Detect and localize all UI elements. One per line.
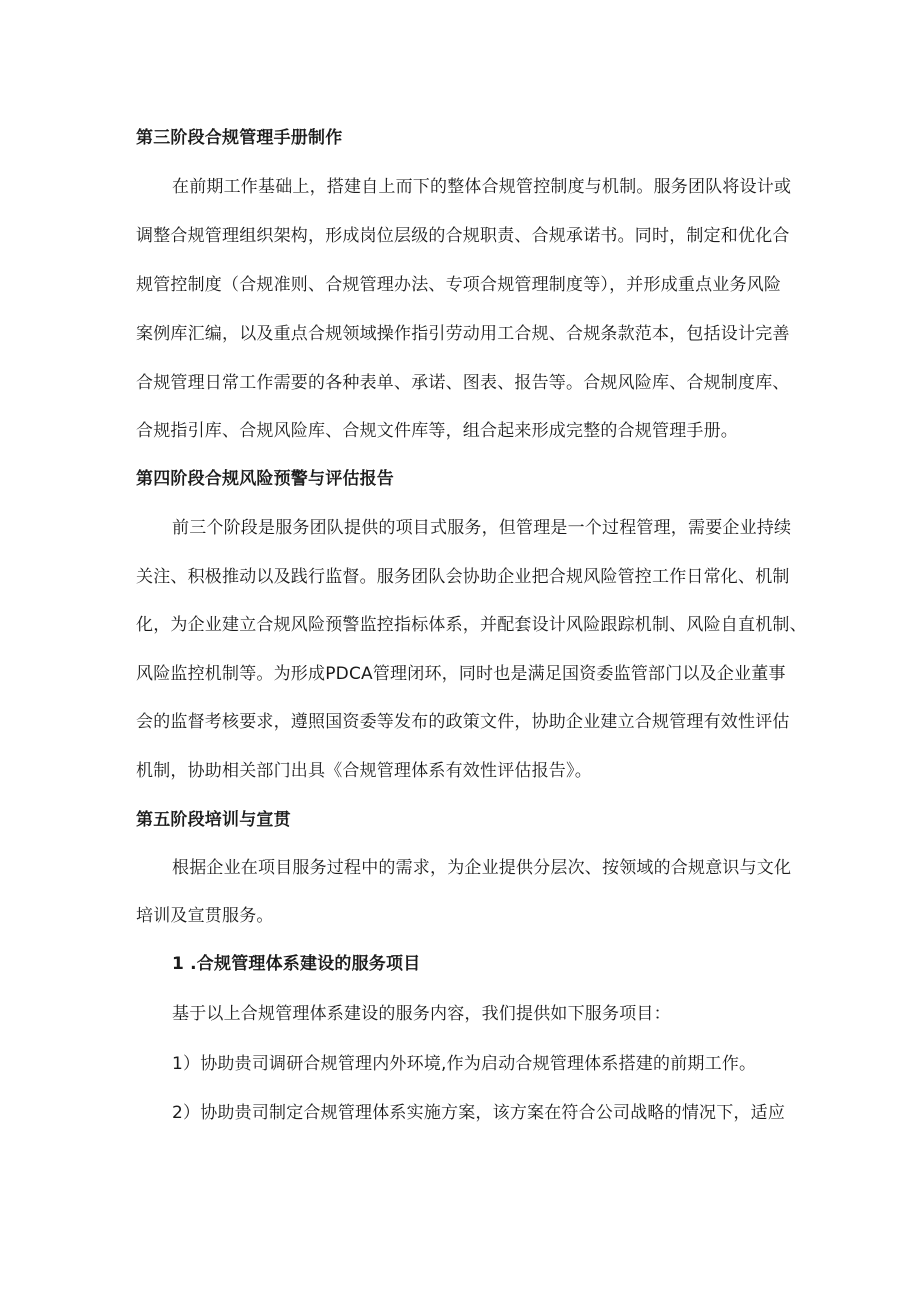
paragraph-line: 风险监控机制等。为形成PDCA管理闭环，同时也是满足国资委监管部门以及企业董事 — [136, 664, 786, 684]
section-heading-stage-5: 第五阶段培训与宣贯 — [136, 810, 291, 830]
paragraph-line: 合规指引库、合规风险库、合规文件库等，组合起来形成完整的合规管理手册。 — [136, 421, 738, 441]
paragraph-line: 调整合规管理组织架构，形成岗位层级的合规职责、合规承诺书。同时，制定和优化合 — [136, 226, 790, 246]
paragraph-line: 规管控制度（合规准则、合规管理办法、专项合规管理制度等），并形成重点业务风险 — [136, 275, 782, 295]
paragraph-line: 机制，协助相关部门出具《合规管理体系有效性评估报告》。 — [136, 761, 592, 781]
section-heading-stage-4: 第四阶段合规风险预警与评估报告 — [136, 469, 394, 489]
subsection-intro: 基于以上合规管理体系建设的服务内容，我们提供如下服务项目： — [172, 1004, 671, 1024]
paragraph-line: 培训及宣贯服务。 — [136, 906, 274, 926]
paragraph-line: 前三个阶段是服务团队提供的项目式服务，但管理是一个过程管理，需要企业持续 — [172, 518, 792, 538]
paragraph-line: 关注、积极推动以及践行监督。服务团队会协助企业把合规风险管控工作日常化、机制 — [136, 567, 790, 587]
paragraph-line: 合规管理日常工作需要的各种表单、承诺、图表、报告等。合规风险库、合规制度库、 — [136, 373, 790, 393]
paragraph-line: 案例库汇编，以及重点合规领域操作指引劳动用工合规、合规条款范本，包括设计完善 — [136, 324, 790, 344]
subsection-heading: 1 .合规管理体系建设的服务项目 — [172, 954, 421, 974]
paragraph-line: 在前期工作基础上，搭建自上而下的整体合规管控制度与机制。服务团队将设计或 — [172, 177, 792, 197]
paragraph-line: 根据企业在项目服务过程中的需求，为企业提供分层次、按领域的合规意识与文化 — [172, 858, 792, 878]
service-item: 1）协助贵司调研合规管理内外环境,作为启动合规管理体系搭建的前期工作。 — [172, 1054, 757, 1074]
paragraph-line: 化，为企业建立合规风险预警监控指标体系，并配套设计风险跟踪机制、风险自直机制、 — [136, 615, 807, 635]
service-item: 2）协助贵司制定合规管理体系实施方案，该方案在符合公司战略的情况下，适应 — [172, 1103, 786, 1123]
section-heading-stage-3: 第三阶段合规管理手册制作 — [136, 128, 343, 148]
paragraph-line: 会的监督考核要求，遵照国资委等发布的政策文件，协助企业建立合规管理有效性评估 — [136, 712, 790, 732]
